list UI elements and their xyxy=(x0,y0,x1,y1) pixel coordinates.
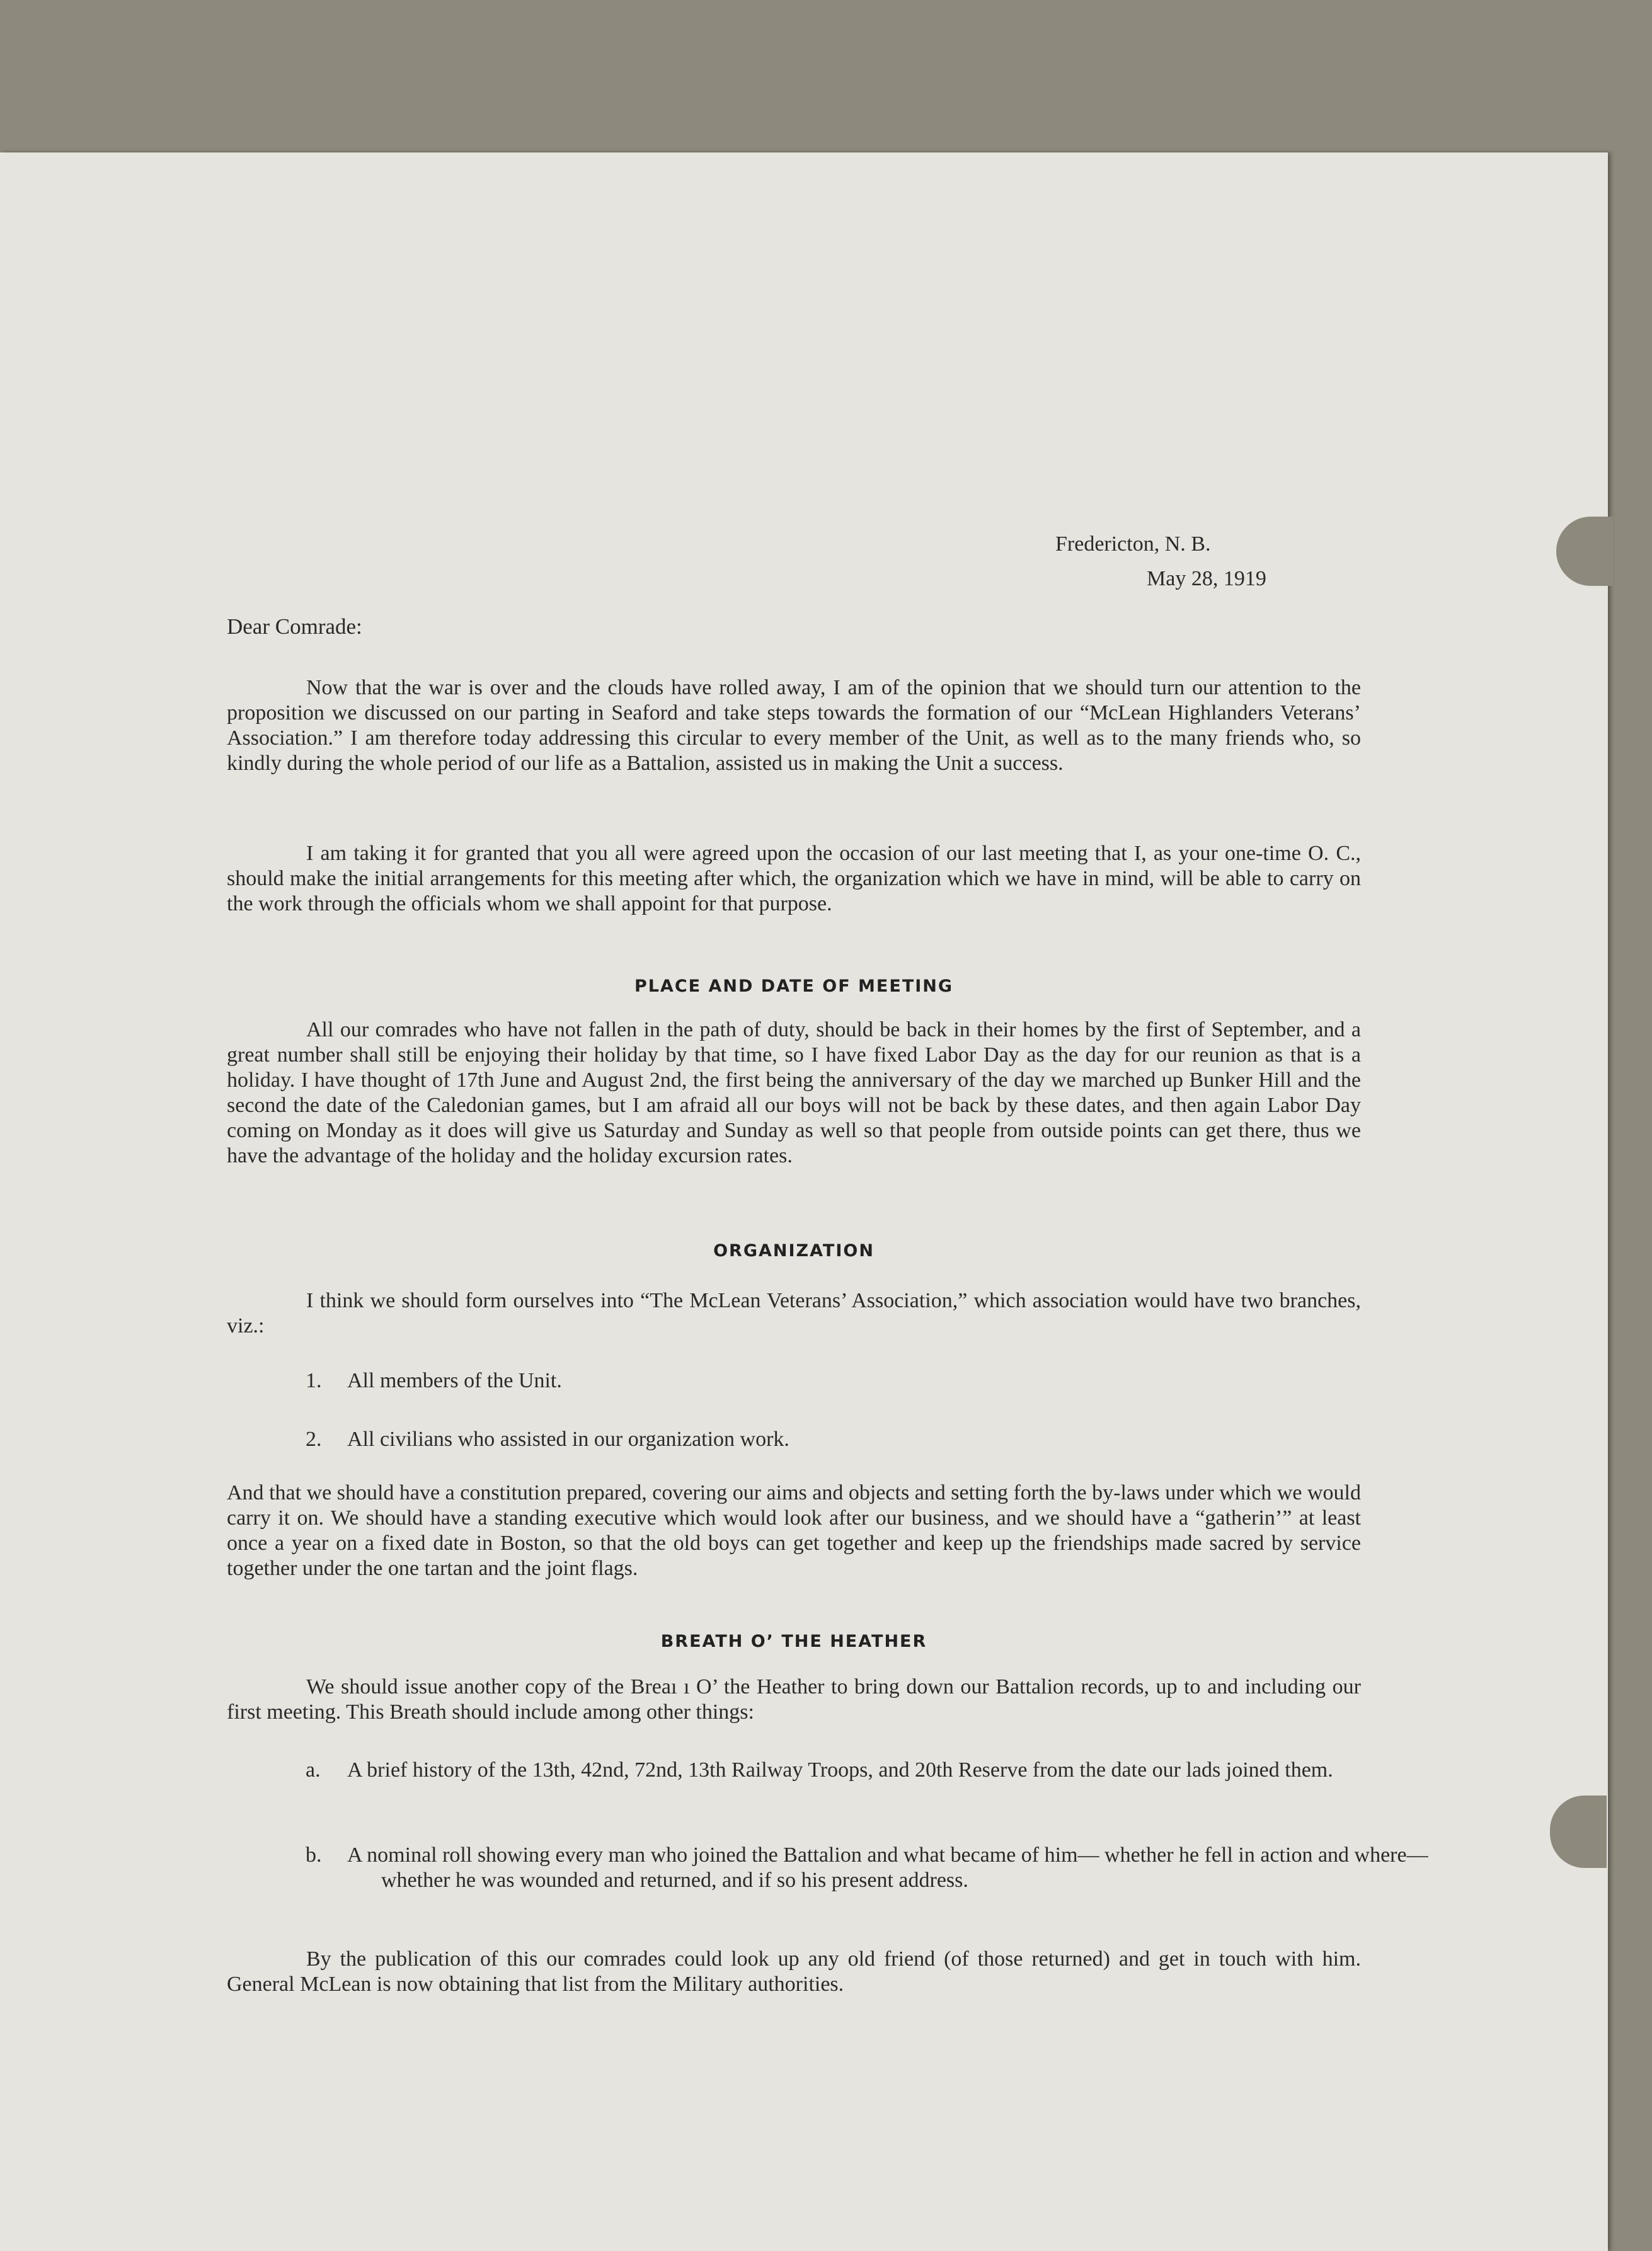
heading-organization: ORGANIZATION xyxy=(713,1241,875,1261)
paragraph-publication: By the publication of this our comrades could look up any old friend (of those returned) and get in touch with him. General McLean is now obtaining that list from the Military authorities. xyxy=(227,1947,1361,1996)
heading-breath-o-the-heather: BREATH O’ THE HEATHER xyxy=(660,1632,927,1651)
list-item xyxy=(306,1758,1437,1783)
letter-date: May 28, 1919 xyxy=(1147,567,1266,590)
list-marker: b. xyxy=(306,1843,322,1867)
list-marker: 1. xyxy=(306,1369,322,1392)
list-item xyxy=(306,1427,1361,1452)
letter-place: Fredericton, N. B. xyxy=(1055,532,1211,556)
paragraph-meeting-date: All our comrades who have not fallen in the path of duty, should be back in their homes by the first of September, and a great number shall still be enjoying their holiday by that time, so I have fixed Labor Day as the day for our reunion as that is a holiday. I have thought of 17th June and August 2nd, the first being the anniversary of the day we marched up Bunker Hill and the second the date of the Caledonian games, but I am afraid all our boys will not be back by these dates, and then again Labor Day coming on Monday as it does will give us Saturday and Sunday as well so that people from outside points can get there, thus we have the advantage of the holiday and the holiday excursion rates. xyxy=(227,1018,1361,1167)
list-item xyxy=(306,1368,1361,1394)
paragraph-organization: I think we should form ourselves into “The McLean Veterans’ Association,” which association would have two branches, viz.: xyxy=(227,1289,1361,1337)
paragraph-arrangements: I am taking it for granted that you all were agreed upon the occasion of our last meeting that I, as your one-time O. C., should make the initial arrangements for this meeting after which, the organization which we have in mind, will be able to carry on the work through the officials whom we shall appoint for that purpose. xyxy=(227,842,1361,915)
paragraph-breath: We should issue another copy of the Breaı ı O’ the Heather to bring down our Battalion records, up to and including our first meeting. This Breath should include among other things: xyxy=(227,1675,1361,1724)
list-item xyxy=(306,1843,1437,1893)
list-item-text: All members of the Unit. xyxy=(347,1369,562,1392)
list-marker: 2. xyxy=(306,1428,322,1451)
paragraph-intro: Now that the war is over and the clouds have rolled away, I am of the opinion that we should turn our attention to the proposition we discussed on our parting in Seaford and take steps towards the formation of our “McLean Highlanders Veterans’ Association.” I am therefore today addressing this circular to every member of the Unit, as well as to the many friends who, so kindly during the whole period of our life as a Battalion, assisted us in making the Unit a success. xyxy=(227,676,1361,775)
list-marker: a. xyxy=(306,1758,321,1782)
salutation: Dear Comrade: xyxy=(227,614,362,639)
list-item-text: A nominal roll showing every man who joined the Battalion and what became of him— whether he fell in action and where—whether he was wounded and returned, and if so his present address. xyxy=(347,1843,1428,1892)
paragraph-constitution: And that we should have a constitution prepared, covering our aims and objects and setting forth the by-laws under which we would carry it on. We should have a standing executive which would look after our business, and we should have a “gatherin’” at least once a year on a fixed date in Boston, so that the old boys can get together and keep up the friendships made sacred by service together under the one tartan and the joint flags. xyxy=(227,1481,1361,1580)
list-item-text: All civilians who assisted in our organization work. xyxy=(347,1428,789,1451)
heading-place-and-date: PLACE AND DATE OF MEETING xyxy=(634,977,954,996)
letter-page xyxy=(0,152,1608,2251)
list-item-text: A brief history of the 13th, 42nd, 72nd, 13th Railway Troops, and 20th Reserve from the date our lads joined them. xyxy=(347,1758,1333,1782)
